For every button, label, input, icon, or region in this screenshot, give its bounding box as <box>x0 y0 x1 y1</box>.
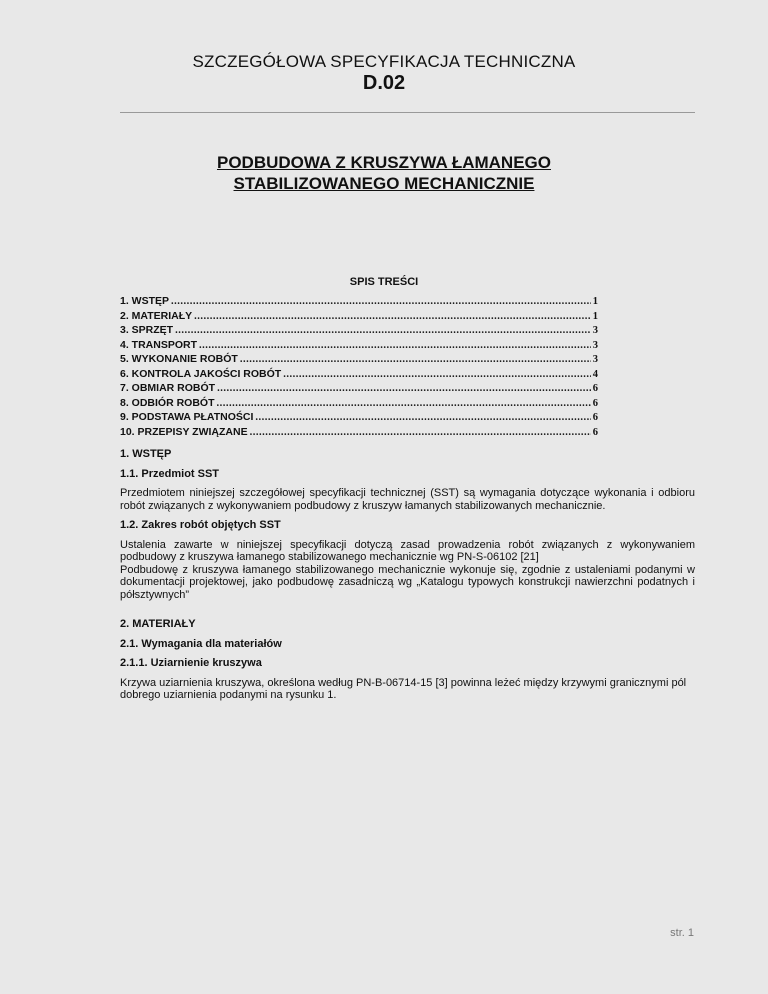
paragraph-1-2-b: Podbudowę z kruszywa łamanego stabilizowanego mechanicznie wykonuje się, zgodnie z ustaleniami podanymi w dokumentacji projektowej, jako podbudowę zasadniczą wg „Katalogu typowych konstrukcji nawierzchni podatnych i półsztywnych” <box>120 563 695 601</box>
toc-entry-page: 1 <box>592 310 598 322</box>
toc-entry-page: 6 <box>592 397 598 409</box>
toc-entry-label: 10. PRZEPISY ZWIĄZANE <box>120 425 248 438</box>
toc-entry[interactable] <box>120 353 598 368</box>
toc-title: SPIS TREŚCI <box>349 276 419 288</box>
section-heading-1: 1. WSTĘP <box>120 448 172 460</box>
toc-entry-label: 7. OBMIAR ROBÓT <box>120 382 216 394</box>
document-subtitle <box>0 152 768 194</box>
toc-entry-label: 5. WYKONANIE ROBÓT <box>120 353 238 365</box>
page-number: str. 1 <box>670 927 694 939</box>
paragraph-2-1-1: Krzywa uziarnienia kruszywa, określona według PN-B-06714-15 [3] powinna leżeć między krzywymi granicznymi pól dobrego uziarnienia podanymi na rysunku 1. <box>120 676 687 701</box>
document-title: SZCZEGÓŁOWA SPECYFIKACJA TECHNICZNA <box>192 52 576 71</box>
toc-entry-label: 6. KONTROLA JAKOŚCI ROBÓT <box>120 367 282 380</box>
toc-entry[interactable] <box>120 368 598 383</box>
toc-entry-label: 9. PODSTAWA PŁATNOŚCI <box>120 411 254 423</box>
spacer <box>120 608 695 618</box>
toc-entry-label: 3. SPRZĘT <box>120 324 174 336</box>
subsection-heading-1-2: 1.2. Zakres robót objętych SST <box>120 519 281 531</box>
toc-entry[interactable] <box>120 426 598 441</box>
subsection-heading-2-1-1: 2.1.1. Uziarnienie kruszywa <box>120 657 262 669</box>
toc-entry[interactable] <box>120 397 598 412</box>
toc-entry-page: 6 <box>592 412 598 423</box>
paragraph-1-1: Przedmiotem niniejszej szczegółowej specyfikacji technicznej (SST) są wymagania dotyczące wykonania i odbioru robót związanych z wykonywaniem podbudowy z kruszyw łamanych stabilizowanych mechanicznie. <box>120 487 695 512</box>
toc-dot-leader <box>255 412 590 423</box>
toc-dot-leader <box>217 383 591 394</box>
toc-entry-page: 3 <box>592 325 598 336</box>
toc-entry-page: 6 <box>592 383 598 394</box>
toc-dot-leader <box>175 325 591 336</box>
paragraph-1-2-a: Ustalenia zawarte w niniejszej specyfikacji dotyczą zasad prowadzenia robót związanych z wykonywaniem podbudowy z kruszywa łamanego stabilizowanego mechanicznie wg PN-S-06102 [21] <box>120 538 695 563</box>
toc-entry[interactable] <box>120 382 598 397</box>
toc-entry-page: 1 <box>592 296 598 307</box>
toc-entry[interactable] <box>120 295 598 310</box>
toc-entry-page: 3 <box>592 339 598 351</box>
toc-entry-page: 3 <box>592 354 598 365</box>
toc-dot-leader <box>194 311 591 322</box>
toc-entry-page: 6 <box>592 426 598 438</box>
toc-dot-leader <box>217 398 591 409</box>
document-body <box>120 448 695 702</box>
toc-entry-label: 1. WSTĘP <box>120 295 170 307</box>
section-heading-2: 2. MATERIAŁY <box>120 618 196 630</box>
toc-entry[interactable] <box>120 324 598 339</box>
toc-entry[interactable] <box>120 310 598 325</box>
toc-entry-page: 4 <box>592 368 598 380</box>
subsection-heading-2-1: 2.1. Wymagania dla materiałów <box>120 637 282 650</box>
toc-entry-label: 4. TRANSPORT <box>120 338 198 351</box>
toc-dot-leader <box>199 340 591 351</box>
subtitle-line-2: STABILIZOWANEGO MECHANICZNIE <box>233 174 535 193</box>
table-of-contents <box>120 295 598 440</box>
header-divider <box>120 112 695 113</box>
toc-dot-leader <box>283 369 591 380</box>
document-code: D.02 <box>362 72 406 94</box>
toc-dot-leader <box>171 296 591 307</box>
toc-entry[interactable] <box>120 411 598 426</box>
toc-dot-leader <box>240 354 591 365</box>
subtitle-line-1: PODBUDOWA Z KRUSZYWA ŁAMANEGO <box>216 153 551 172</box>
toc-entry-label: 2. MATERIAŁY <box>120 309 193 322</box>
toc-entry-label: 8. ODBIÓR ROBÓT <box>120 396 215 409</box>
toc-entry[interactable] <box>120 339 598 354</box>
toc-dot-leader <box>250 427 591 438</box>
subsection-heading-1-1: 1.1. Przedmiot SST <box>120 467 220 480</box>
